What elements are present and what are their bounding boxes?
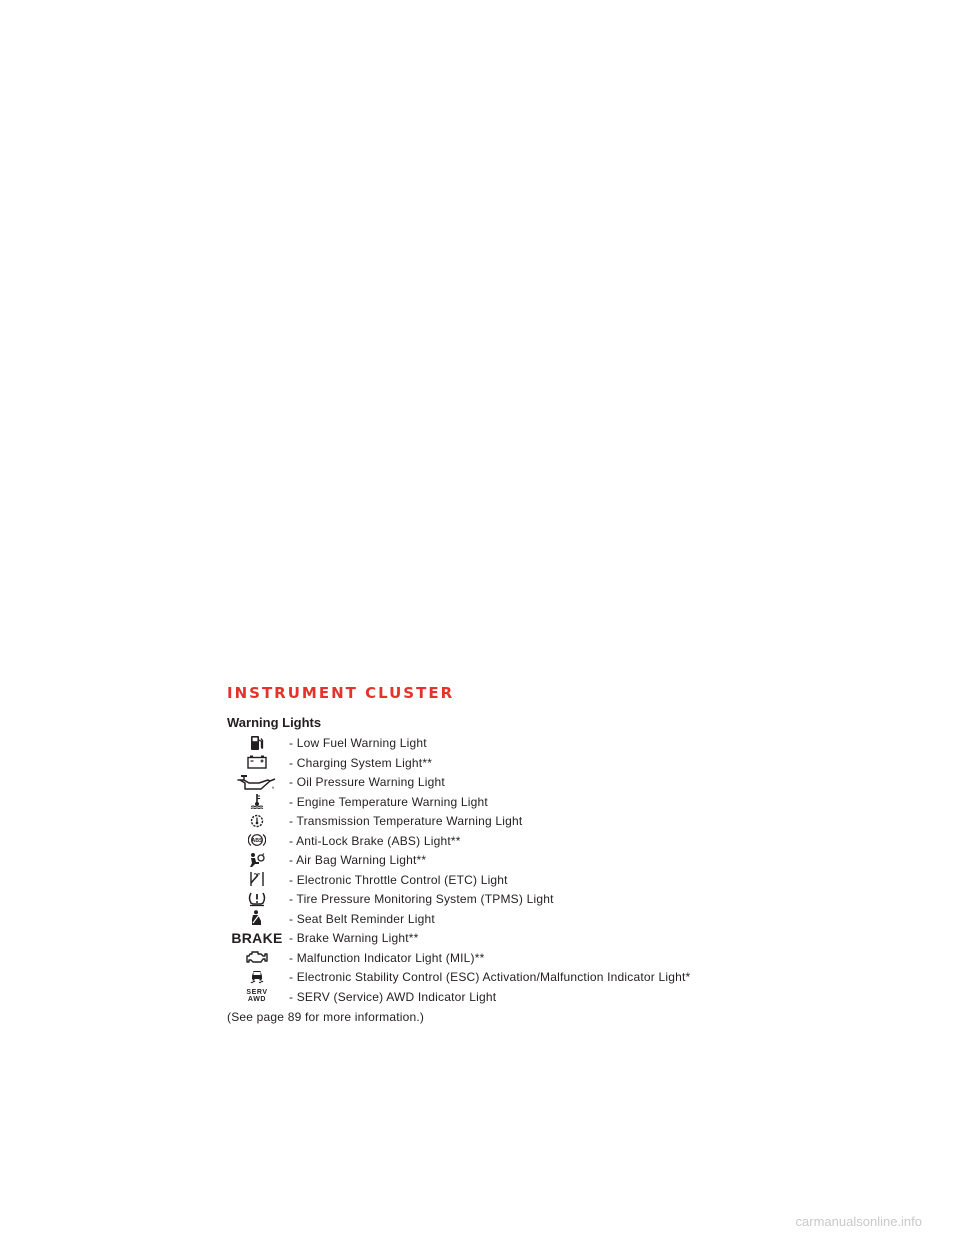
light-label: - Air Bag Warning Light** [289,853,427,867]
serv-awd-icon [227,987,287,1006]
light-label: - Seat Belt Reminder Light [289,911,435,926]
light-label: - Transmission Temperature Warning Light [289,814,523,828]
light-label: - Tire Pressure Monitoring System (TPMS) Light [289,892,554,906]
list-item-seat-belt [227,909,787,929]
light-label: - Anti-Lock Brake (ABS) Light** [289,833,461,848]
list-item-tpms [227,889,787,909]
fuel-pump-icon [227,733,287,752]
list-item-transmission-temperature [227,811,787,831]
section-title: INSTRUMENT CLUSTER [227,684,455,702]
list-item-airbag [227,850,787,870]
throttle-icon [227,870,287,889]
tire-pressure-icon [227,889,287,908]
light-label: - Electronic Throttle Control (ETC) Light [289,872,508,887]
light-label: - SERV (Service) AWD Indicator Light [289,989,497,1004]
light-label: - Electronic Stability Control (ESC) Activation/Malfunction Indicator Light* [289,970,691,984]
serv-icon-text: SERV [246,989,268,996]
watermark-text: carmanualsonline.info [795,1214,922,1229]
light-label: - Malfunction Indicator Light (MIL)** [289,950,485,965]
list-item-serv-awd [227,987,787,1007]
seat-belt-icon [227,909,287,928]
list-item-brake [227,928,787,948]
warning-lights-list [227,733,787,1006]
light-label: - Charging System Light** [289,755,433,770]
list-item-abs [227,831,787,851]
svg-text:ABS: ABS [251,838,263,844]
awd-icon-text: AWD [247,996,267,1003]
brake-icon-text: BRAKE [231,929,283,946]
list-item-etc [227,870,787,890]
abs-icon [227,831,287,850]
warning-lights-heading: Warning Lights [227,715,322,730]
light-label: - Low Fuel Warning Light [289,736,427,750]
light-label: - Engine Temperature Warning Light [289,794,488,809]
list-item-esc [227,967,787,987]
transmission-temperature-icon [227,811,287,830]
battery-icon [227,753,287,772]
list-item-oil-pressure [227,772,787,792]
list-item-low-fuel [227,733,787,753]
oil-can-icon [227,772,287,791]
light-label: - Oil Pressure Warning Light [289,775,445,789]
list-item-charging-system [227,753,787,773]
airbag-icon [227,850,287,869]
stability-control-icon [227,967,287,986]
list-item-engine-temperature [227,792,787,812]
thermometer-icon [227,792,287,811]
check-engine-icon [227,948,287,967]
see-page-note: (See page 89 for more information.) [227,1010,425,1024]
light-label: - Brake Warning Light** [289,931,419,945]
list-item-mil [227,948,787,968]
brake-text-icon [227,928,287,947]
